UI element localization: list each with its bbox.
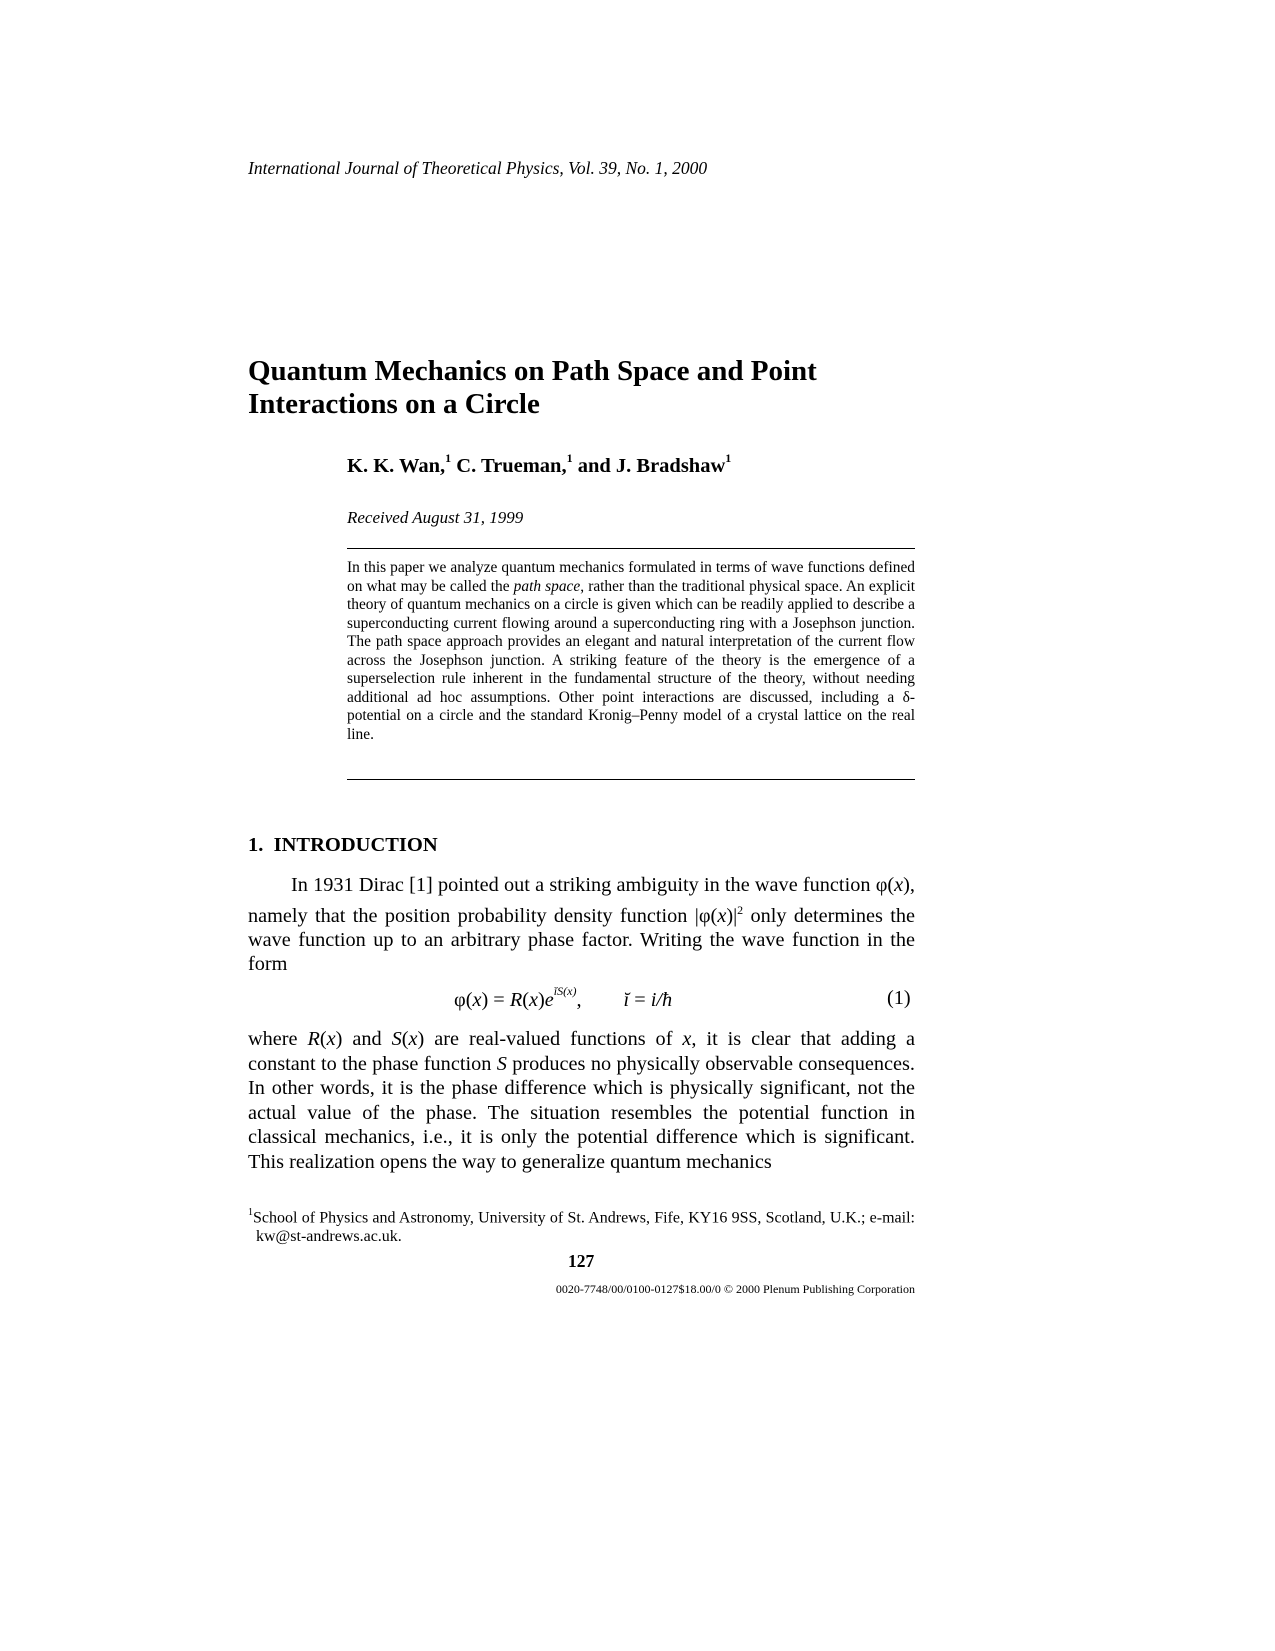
body-text: produces no physically observable consequences. In other words, it is the phase difference which is physically significant, not the actual value of the phase. The situation resembles the potential function in classical mechanics, i.e., it is only the potential difference which is significant. This realization opens the way to generalize quantum mechanics: [248, 1052, 915, 1173]
body-text: where: [248, 1028, 308, 1050]
footnote: [248, 1204, 915, 1246]
body-text: )|: [726, 904, 738, 927]
affiliation-mark: 1: [445, 451, 452, 465]
math-var: S: [391, 1028, 402, 1050]
math-var: x: [408, 1028, 418, 1050]
body-text: In 1931 Dirac [1] pointed out a striking ambiguity in the wave function φ(: [291, 874, 895, 896]
math-var: x: [717, 904, 727, 927]
equation-1: [454, 984, 673, 1012]
body-text: ) are real-valued functions of: [417, 1028, 683, 1050]
eq-part: =: [629, 988, 651, 1011]
eq-exponent: ĭS(x): [553, 984, 577, 998]
math-var: S: [496, 1052, 507, 1075]
received-date: Received August 31, 1999: [347, 508, 524, 527]
eq-part: ) =: [481, 988, 510, 1011]
math-var: x: [326, 1028, 336, 1050]
section-heading: [248, 834, 438, 857]
paper-title: [248, 355, 948, 421]
math-var: x: [682, 1028, 692, 1050]
body-text: ), namely that the position probability density function |φ(: [248, 874, 915, 927]
section-title: INTRODUCTION: [273, 834, 438, 856]
title-line-1: Quantum Mechanics on Path Space and Point: [248, 355, 817, 387]
abstract-top-rule: [347, 548, 915, 549]
body-text: ) and: [335, 1028, 392, 1050]
eq-part: φ(: [454, 988, 473, 1011]
section-number: 1.: [248, 834, 264, 856]
intro-paragraph-2: [248, 1027, 915, 1174]
author-wan: K. K. Wan,: [347, 454, 446, 477]
eq-part: (: [522, 988, 529, 1011]
eq-var: x: [472, 988, 482, 1011]
eq-part: ,: [576, 988, 582, 1011]
affiliation-mark: 1: [566, 451, 573, 465]
author-list: [347, 453, 731, 478]
abstract: [347, 559, 915, 744]
equation-number: (1): [887, 987, 911, 1009]
copyright-line: 0020-7748/00/0100-0127$18.00/0 © 2000 Plenum Publishing Corporation: [555, 1282, 915, 1296]
body-text: , it is clear that adding a constant to the phase function: [248, 1028, 916, 1075]
body-text: (: [401, 1028, 409, 1050]
eq-var: i/ħ: [650, 988, 673, 1011]
author-trueman: C. Trueman,: [451, 454, 567, 477]
intro-paragraph-1: [248, 873, 915, 977]
footnote-text: School of Physics and Astronomy, University of St. Andrews, Fife, KY16 9SS, Scotland, U.K.; e-mail: kw@st-andrews.ac.uk.: [253, 1209, 915, 1246]
eq-part: ): [538, 988, 545, 1011]
body-text: (: [319, 1028, 327, 1050]
footnote-mark: 1: [248, 1207, 253, 1218]
affiliation-mark: 1: [725, 451, 732, 465]
journal-header: International Journal of Theoretical Physics, Vol. 39, No. 1, 2000: [248, 158, 708, 178]
page-number: 127: [568, 1251, 595, 1271]
abstract-text: , rather than the traditional physical space. An explicit theory of quantum mechanics on a circle is given which can be readily applied to describe a superconducting current flowing around a superconducting ring with a Josephson junction. The path space approach provides an elegant and natural interpretation of the current flow across the Josephson junction. A striking feature of the theory is the emergence of a superselection rule inherent in the fundamental structure of the theory, without needing additional ad hoc assumptions. Other point interactions are discussed, including a δ-potential on a circle and the standard Kronig–Penny model of a crystal lattice on the real line.: [347, 577, 915, 743]
exponent: 2: [737, 902, 744, 917]
abstract-bottom-rule: [347, 779, 915, 780]
eq-var: e: [544, 988, 554, 1011]
math-var: x: [894, 874, 904, 896]
eq-var: x: [528, 988, 538, 1011]
eq-var: ĭ: [623, 988, 630, 1011]
title-line-2: Interactions on a Circle: [248, 388, 540, 420]
abstract-text: In this paper we analyze quantum mechanics formulated in terms of wave functions defined on what may be called the: [347, 559, 915, 595]
author-bradshaw: and J. Bradshaw: [572, 454, 726, 477]
math-var: R: [307, 1028, 320, 1050]
body-text: only determines the wave function up to an arbitrary phase factor. Writing the wave function in the form: [248, 904, 915, 976]
abstract-emphasis: path space: [513, 577, 581, 595]
eq-var: R: [509, 988, 523, 1011]
